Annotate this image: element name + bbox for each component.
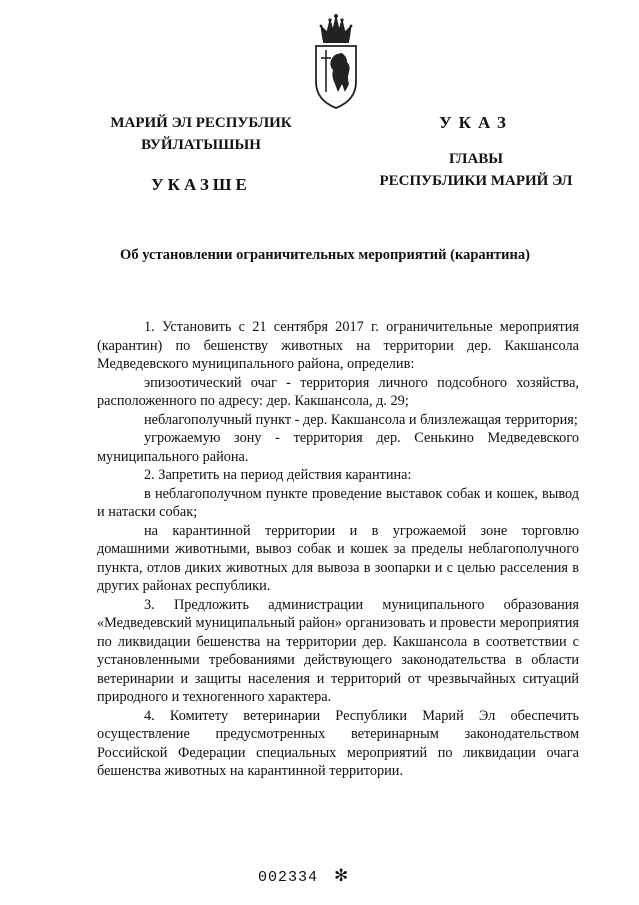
paragraph-1c: угрожаемую зону - территория дер. Сенькино Медведевского муниципального района. — [97, 430, 579, 465]
header-right-block — [345, 112, 607, 192]
header-left-block — [92, 112, 310, 196]
snowflake-mark-icon: ✻ — [334, 866, 350, 886]
header-left-decree-word: УКАЗШЕ — [151, 175, 251, 194]
decree-body — [97, 318, 579, 781]
paragraph-1b: неблагополучный пункт - дер. Какшансола и близлежащая территория; — [144, 411, 578, 428]
document-number-value: 002334 — [258, 869, 319, 886]
paragraph-2b: на карантинной территории и в угрожаемой зоне торговлю домашними животными, вывоз собак и кошек за пределы неблагополучного пункта, отлов диких животных для вывоза в зоопарки и с целью расселения в других районах республики. — [97, 522, 579, 594]
header-right-line3: РЕСПУБЛИКИ МАРИЙ ЭЛ — [379, 173, 573, 189]
document-number — [258, 866, 418, 886]
paragraph-2a: в неблагополучном пункте проведение выставок собак и кошек, вывод и натаски собак; — [97, 485, 579, 520]
paragraph-2: 2. Запретить на период действия карантина: — [144, 467, 412, 483]
header-left-line1: МАРИЙ ЭЛ РЕСПУБЛИК — [110, 115, 292, 131]
header-right-decree-word: УКАЗ — [439, 113, 513, 132]
paragraph-1a: эпизоотический очаг - территория личного подсобного хозяйства, расположенного по адресу: дер. Какшансола, д. 29; — [97, 374, 579, 409]
mari-el-coat-of-arms-icon — [311, 12, 361, 112]
paragraph-4: 4. Комитету ветеринарии Республики Марий Эл обеспечить осуществление предусмотренных ветеринарным законодательством Российской Федерации специальных мероприятий по ликвидации очага бешенства животных на карантинной территории. — [97, 707, 579, 779]
header-right-line2: ГЛАВЫ — [448, 151, 504, 167]
paragraph-1: 1. Установить с 21 сентября 2017 г. ограничительные мероприятия (карантин) по бешенству животных на территории дер. Какшансола Медведевского муниципального района, определив: — [97, 319, 579, 372]
header-left-line2: ВУЙЛАТЫШЫН — [141, 137, 261, 153]
decree-title: Об установлении ограничительных мероприятий (карантина) — [120, 247, 530, 263]
paragraph-3: 3. Предложить администрации муниципального образования «Медведевский муниципальный район» организовать и провести мероприятия по ликвидации бешенства на территории дер. Какшансола в соответствии с установленными требованиями действующего законодательства в области ветеринарии и защиты населения и территорий от чрезвычайных ситуаций природного и техногенного характера. — [97, 596, 579, 705]
